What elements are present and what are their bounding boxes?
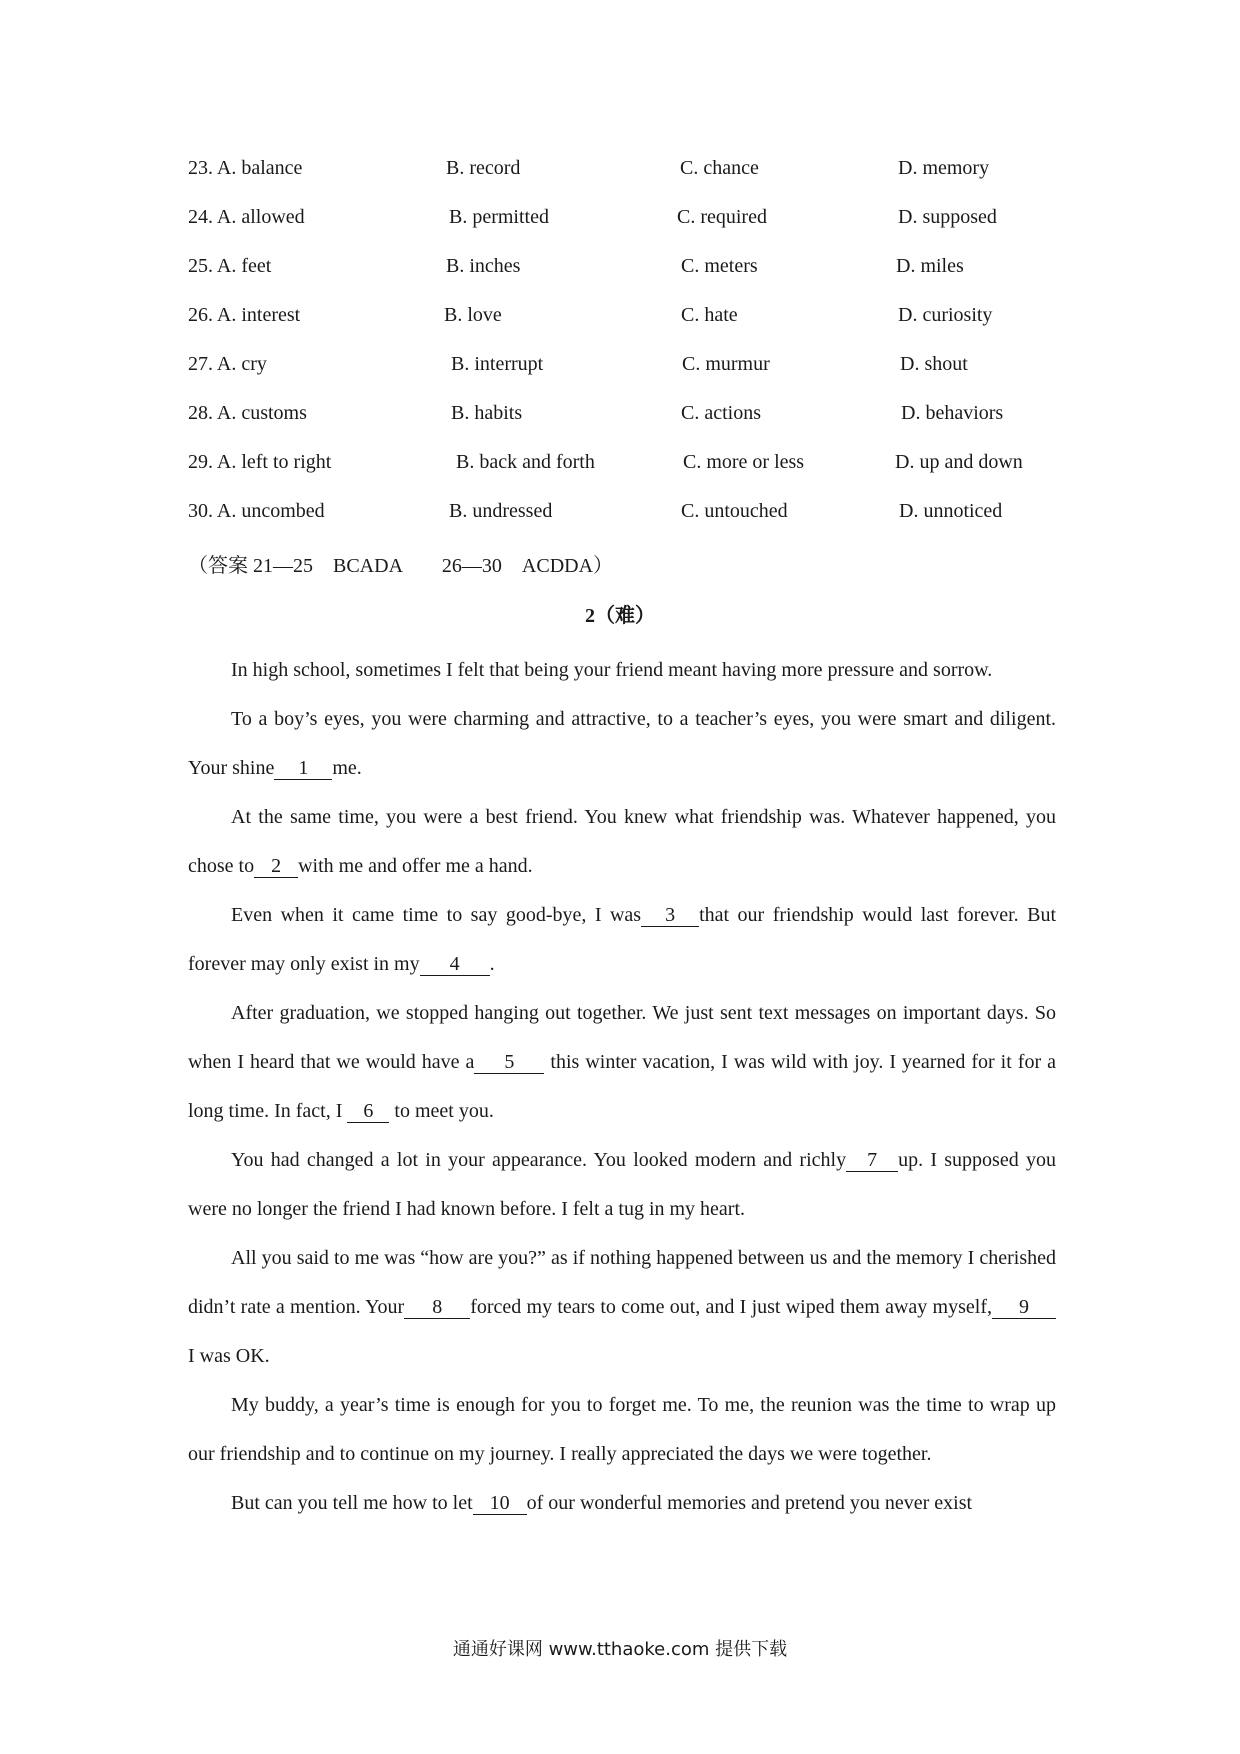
option-row-27: [188, 354, 1088, 403]
paragraph-text: At the same time, you were a best friend. You knew what friendship was. Whatever happened, you chose to: [188, 806, 1056, 877]
option-c: C. actions: [681, 402, 761, 424]
option-row-28: [188, 403, 1088, 452]
option-a: 26. A. interest: [188, 304, 301, 326]
blank-1: 1: [274, 757, 332, 780]
option-d: D. supposed: [898, 206, 997, 228]
option-a: 25. A. feet: [188, 255, 272, 277]
option-a: 24. A. allowed: [188, 206, 305, 228]
option-a: 30. A. uncombed: [188, 500, 325, 522]
answer-options-list: [188, 158, 1088, 550]
option-c: C. untouched: [681, 500, 788, 522]
cloze-passage: [188, 646, 1056, 1528]
option-c: C. meters: [681, 255, 758, 277]
option-d: D. up and down: [895, 451, 1023, 473]
option-a: 28. A. customs: [188, 402, 307, 424]
blank-2: 2: [254, 855, 298, 878]
blank-9: 9: [992, 1296, 1056, 1319]
blank-3: 3: [641, 904, 699, 927]
blank-8: 8: [404, 1296, 470, 1319]
option-a: 27. A. cry: [188, 353, 267, 375]
paragraph-text: to meet you.: [394, 1100, 494, 1122]
section-title: 2（难）: [585, 605, 655, 627]
option-c: C. required: [677, 206, 767, 228]
paragraph-text: To a boy’s eyes, you were charming and attractive, to a teacher’s eyes, you were smart and diligent. Your shine: [188, 708, 1056, 779]
paragraph-text: me.: [332, 757, 362, 779]
option-b: B. habits: [451, 402, 523, 424]
paragraph-text: up. I supposed you were no longer the friend I had known before. I felt a tug in my heart.: [188, 1149, 1056, 1220]
blank-5: 5: [474, 1051, 544, 1074]
option-row-26: [188, 305, 1088, 354]
option-row-24: [188, 207, 1088, 256]
paragraph: [188, 891, 1056, 989]
paragraph-text: All you said to me was “how are you?” as if nothing happened between us and the memory I cherished didn’t rate a mention. Your: [188, 1247, 1056, 1318]
option-c: C. hate: [681, 304, 738, 326]
option-a: 29. A. left to right: [188, 451, 332, 473]
paragraph-text: Even when it came time to say good-bye, I was: [231, 904, 642, 926]
paragraph: [188, 695, 1056, 793]
page-footer: 通通好课网 www.tthaoke.com 提供下载: [452, 1639, 788, 1660]
paragraph: [188, 1479, 1056, 1528]
option-d: D. unnoticed: [899, 500, 1003, 522]
option-d: D. behaviors: [901, 402, 1004, 424]
option-d: D. miles: [896, 255, 964, 277]
option-b: B. undressed: [449, 500, 553, 522]
paragraph: [188, 646, 1056, 695]
option-row-30: [188, 501, 1088, 550]
paragraph-text: of our wonderful memories and pretend you never exist: [526, 1492, 973, 1514]
paragraph-text: .: [489, 953, 495, 975]
paragraph-text: My buddy, a year’s time is enough for you to forget me. To me, the reunion was the time to wrap up our friendship and to continue on my journey. I really appreciated the days we were together.: [188, 1394, 1056, 1465]
paragraph-text: But can you tell me how to let: [231, 1492, 473, 1514]
blank-10: 10: [473, 1492, 527, 1515]
blank-6: 6: [347, 1100, 389, 1123]
option-a: 23. A. balance: [188, 157, 303, 179]
option-b: B. love: [444, 304, 502, 326]
option-c: C. more or less: [683, 451, 805, 473]
paragraph-text: forced my tears to come out, and I just wiped them away myself,: [470, 1296, 992, 1318]
paragraph-text: In high school, sometimes I felt that being your friend meant having more pressure and sorrow.: [231, 659, 993, 681]
option-c: C. chance: [680, 157, 759, 179]
blank-7: 7: [846, 1149, 898, 1172]
paragraph-text: I was OK.: [188, 1345, 270, 1367]
paragraph-text: that our friendship would last forever. But forever may only exist in my: [188, 904, 1057, 975]
option-d: D. shout: [900, 353, 968, 375]
option-row-29: [188, 452, 1088, 501]
paragraph: [188, 1234, 1056, 1381]
paragraph-text: You had changed a lot in your appearance. You looked modern and richly: [231, 1149, 847, 1171]
answer-key: （答案 21—25 BCADA 26—30 ACDDA）: [188, 555, 614, 577]
blank-4: 4: [420, 953, 490, 976]
paragraph: [188, 793, 1056, 891]
option-b: B. inches: [446, 255, 521, 277]
option-row-23: [188, 158, 1088, 207]
paragraph-text: with me and offer me a hand.: [298, 855, 533, 877]
paragraph: [188, 1136, 1056, 1234]
option-b: B. permitted: [449, 206, 549, 228]
paragraph: [188, 989, 1056, 1136]
option-b: B. record: [446, 157, 521, 179]
option-b: B. interrupt: [451, 353, 544, 375]
option-d: D. memory: [898, 157, 990, 179]
paragraph-text: this winter vacation, I was wild with joy. I yearned for it for a long time. In fact, I: [188, 1051, 1056, 1122]
option-c: C. murmur: [682, 353, 770, 375]
paragraph-text: After graduation, we stopped hanging out together. We just sent text messages on important days. So when I heard that we would have a: [188, 1002, 1056, 1073]
option-b: B. back and forth: [456, 451, 595, 473]
option-row-25: [188, 256, 1088, 305]
option-d: D. curiosity: [898, 304, 993, 326]
paragraph: [188, 1381, 1056, 1479]
